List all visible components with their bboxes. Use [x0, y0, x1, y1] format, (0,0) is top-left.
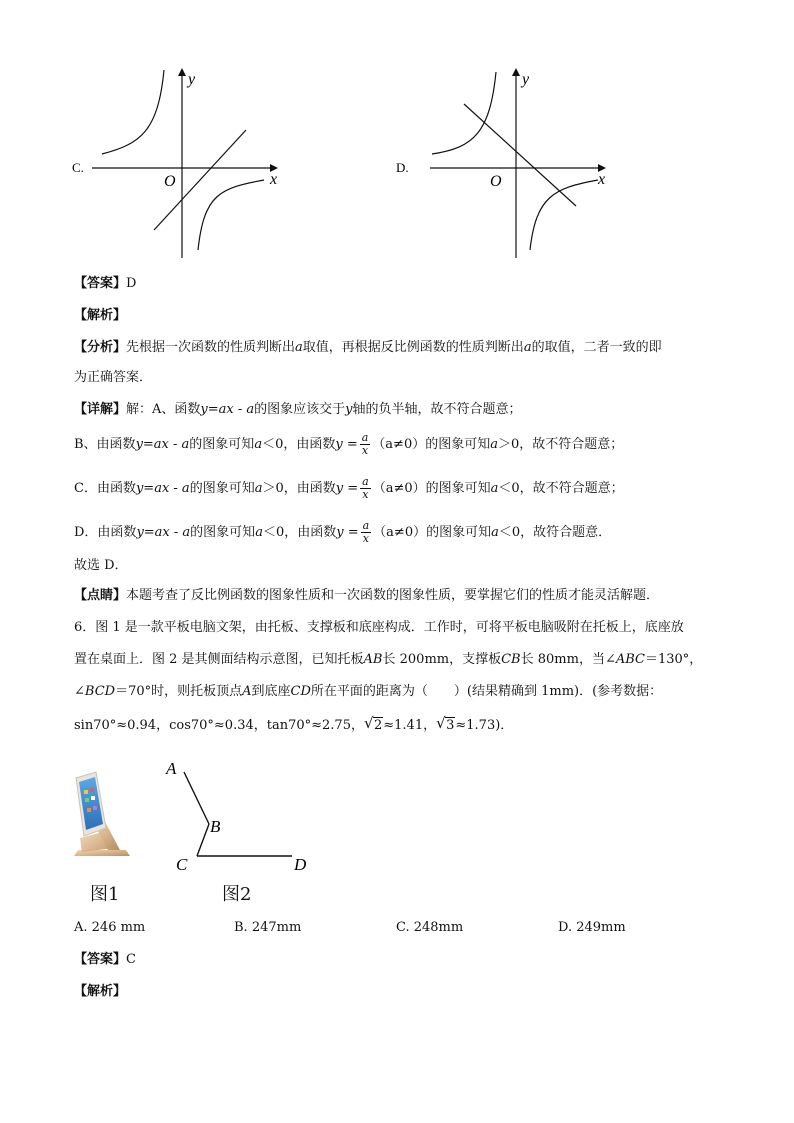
option-d: D. 249mm — [558, 920, 626, 935]
fig2-caption: 图2 — [222, 884, 252, 905]
q5-fenxi-line1: 【分析】先根据一次函数的性质判断出a取值，再根据反比例函数的性质判断出a的取值，二者一致的即 — [74, 340, 662, 355]
q6-line4: sin70°≈0.94，cos70°≈0.34，tan70°≈2.75， √ 2≈1.41， √ 3≈1.73)． — [74, 716, 513, 736]
q5-detail-line-b: B、由函数y=ax - a的图象可知a＜0，由函数y = $\frac{a}{x}$ （a≠0）的图象可知a＞0，故不符合题意； — [74, 431, 624, 457]
q6-answer: 【答案】C — [74, 952, 136, 967]
structure-diagram — [160, 752, 330, 878]
graph-c — [70, 62, 290, 262]
q5-detail-line1: 【详解】解：A、函数y=ax - a的图象应该交于y轴的负半轴，故不符合题意； — [74, 402, 522, 417]
point-c-label: C — [176, 855, 188, 874]
q5-dianjing: 【点睛】本题考查了反比例函数的图象性质和一次函数的图象性质，要掌握它们的性质才能灵活解题． — [74, 588, 660, 603]
q5-detail-line-d: D．由函数y=ax - a的图象可知a＜0，由函数y = $\frac{a}{x}$ （a≠0）的图象可知a＜0，故符合题意． — [74, 519, 612, 545]
fraction-a-over-x: $\frac{a}{x}$ — [362, 475, 369, 501]
graph-d — [394, 62, 614, 262]
graph-d-x-label: x — [598, 171, 606, 188]
point-d-label: D — [294, 855, 307, 874]
graph-c-x-label: x — [270, 171, 278, 188]
graph-d-y-label: y — [522, 71, 530, 88]
graph-c-origin: O — [164, 173, 176, 190]
q6-line3: ∠BCD＝70°时，则托板顶点A到底座CD所在平面的距离为（ ）(结果精确到 1mm)．(参考数据： — [74, 684, 663, 699]
q5-choose: 故选 D． — [74, 558, 128, 573]
q6-line1: 6．图 1 是一款平板电脑文架，由托板、支撑板和底座构成．工作时，可将平板电脑吸附在托板上，底座放 — [74, 620, 684, 635]
graph-c-label: C. — [72, 160, 84, 175]
q5-detail-line-c: C．由函数y=ax - a的图象可知a＞0，由函数y = $\frac{a}{x}$ （a≠0）的图象可知a＜0，故不符合题意； — [74, 475, 624, 501]
sqrt-3: √ 3 — [436, 714, 455, 733]
fraction-a-over-x: $\frac{a}{x}$ — [362, 519, 370, 545]
graph-c-y-label: y — [188, 71, 196, 88]
q6-line2: 置在桌面上．图 2 是其侧面结构示意图，已知托板AB长 200mm，支撑板CB长 80mm，当∠ABC＝130°， — [74, 652, 703, 667]
tablet-stand-image — [70, 768, 132, 860]
graph-d-label: D. — [396, 160, 409, 175]
fraction-a-over-x: $\frac{a}{x}$ — [361, 431, 369, 457]
point-b-label: B — [210, 817, 221, 836]
sqrt-2: √ 2 — [363, 714, 383, 733]
q5-fenxi-line2: 为正确答案． — [74, 370, 153, 385]
point-a-label: A — [166, 759, 177, 778]
fig1-caption: 图1 — [90, 884, 120, 905]
option-a: A. 246 mm — [74, 920, 146, 935]
option-b: B. 247mm — [234, 920, 302, 935]
graph-d-origin: O — [490, 173, 502, 190]
option-c: C. 248mm — [396, 920, 464, 935]
q5-answer-tag: 【答案】 — [74, 276, 127, 291]
q5-answer: 【答案】D — [74, 276, 137, 291]
q5-analysis-tag: 【解析】 — [74, 308, 127, 323]
q6-analysis-tag: 【解析】 — [74, 984, 127, 999]
